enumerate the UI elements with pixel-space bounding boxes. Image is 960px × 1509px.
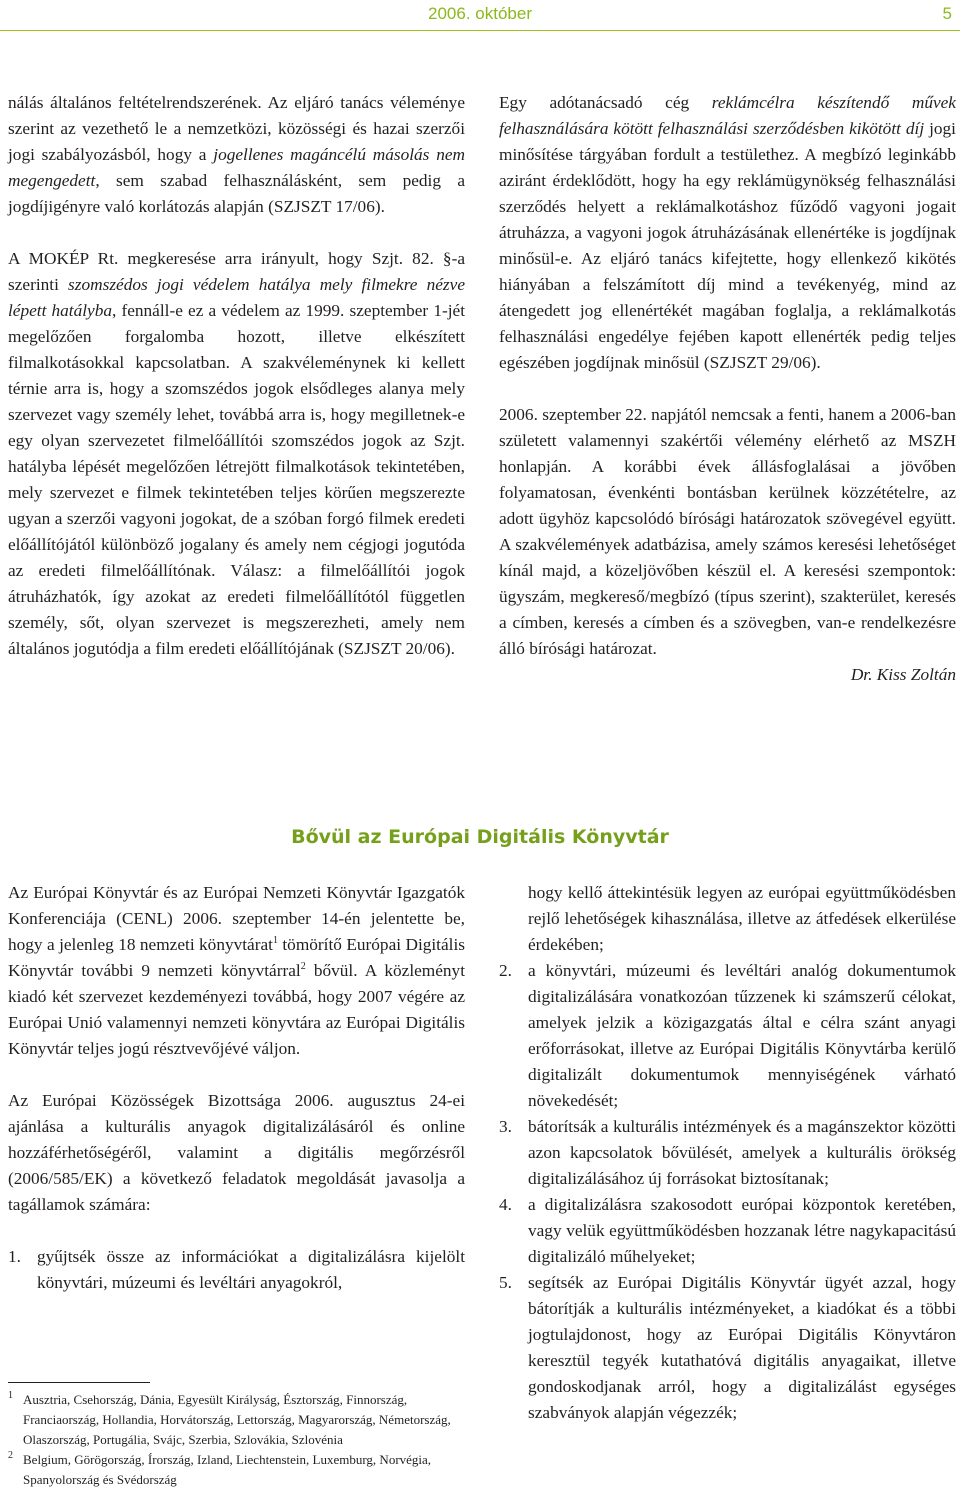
list-item-text: segítsék az Európai Digitális Könyvtár ügyét azzal, hogy bátorítják a kulturális intézményeket, a kiadókat és a többi jogtulajdonost, hogy az Európai Digitális Könyvtáron keresztül tegyék kutathatóvá digitális anyagaikat, illetve gondoskodjanak arról, hogy a digitalizálást egységes szabványok alapján végezzék; [528,1273,956,1422]
footnote-ref: 1 [272,935,278,947]
text-run: tömörítő Európai Digitális Könyvtár további 9 nemzeti könyvtárral [8,935,465,980]
paragraph-jogellenes-masolas [8,90,465,220]
list-item-text: a könyvtári, múzeumi és levéltári analóg dokumentumok digitalizálására vonatkozóan tűzzenek ki számszerű célokat, amelyek jelzik a közigazgatás által e célra szánt anyagi erőforrásokat, illetve az Európai Digitális Könyvtárba kerülő digitalizált dokumentumok mennyiségének várható növekedését; [528,961,956,1110]
footnote-text: Belgium, Görögország, Írország, Izland, Liechtenstein, Luxemburg, Norvégia, Spanyolország és Svédország [23,1452,432,1487]
text-run: Az Európai Könyvtár és az Európai Nemzeti Könyvtár Igazgatók Konferenciája (CENL) 2006. szeptember 14-én jelentette be, hogy a jelenleg 18 nemzeti könyvtárat [8,883,465,954]
emphasis-text: szomszédos jogi védelem hatálya mely filmekre nézve lépett hatályba [8,275,465,320]
text-run: A MOKÉP Rt. megkeresése arra irányult, hogy Szjt. 82. §-a szerinti [8,249,465,294]
footnote-ref: 2 [300,961,306,973]
text-run: jogi minősítése tárgyában fordult a testülethez. A megbízó leginkább aziránt érdeklődött, hogy ha egy reklámügynökség felhasználási szerződés helyett a reklámalkotáshoz fűződő vagyoni jogait átruházza, a vagyoni jogok átruházásának ellenértéke is jogdíjnak minősül-e. Az eljáró tanács kifejtette, hogy ellenkező kikötés hiányában a felszámított díj mind a tevékenyég, mind az átengedett jog ellenértékét magában foglalja, a reklámalkotás felhasználási engedélye fejében kapott ellenérték pedig teljes egészében jogdíjnak minősül (SZJSZT 29/06). [499,119,956,372]
header-rule [0,30,960,31]
footnote-number: 1 [8,1390,13,1401]
list-item-text: a digitalizálásra szakosodott európai központok keretében, vagy velük együttműködésben hozzanak létre nagykapacitású digitalizáló műhelyeket; [528,1195,956,1266]
upper-left-column [8,90,465,662]
paragraph-reklam [499,90,956,376]
paragraph-mokep [8,246,465,662]
emphasis-text: jogellenes magáncélú másolás nem megengedett [8,145,466,190]
page-number: 5 [942,4,952,23]
footnote [8,1450,465,1490]
list-item [8,1244,465,1296]
header-date: 2006. október [428,4,532,23]
footnotes [8,1390,465,1490]
text-run: nálás általános feltételrendszerének. Az eljáró tanács véleménye szerint az vezethető le a nemzetközi, közösségi és hazai szerzői jogi szabályozásból, hogy a [8,93,465,164]
footnote-number: 2 [8,1450,13,1461]
text-run: bővül. A közleményt kiadó két szervezet kezdeményezi továbbá, hogy 2007 végére az Európai Unió valamennyi nemzeti könyvtára az Európai Digitális Könyvtár teljes jogú résztvevőjévé váljon. [8,961,465,1058]
list-item-text: bátorítsák a kulturális intézmények és a magánszektor közötti azon kapcsolatok bővülését, amelyek a kulturális örökség digitalizálásához új forrásokat biztosítanak; [528,1117,956,1188]
footnote-text: Ausztria, Csehország, Dánia, Egyesült Királyság, Észtország, Finnország, Franciaország, Hollandia, Horvátország, Lettország, Magyarország, Németország, Olaszország, Portugália, Svájc, Szerbia, Szlovákia, Szlovénia [23,1392,451,1447]
lower-left-column [8,880,465,1296]
recommendation-list [8,1244,465,1296]
list-number: 1. [8,1247,21,1266]
list-number: 2. [499,961,512,980]
list-item [499,1270,956,1426]
lower-right-column [499,880,956,1426]
list-number: 3. [499,1117,512,1136]
list-item-text: gyűjtsék össze az információkat a digitalizálásra kijelölt könyvtári, múzeumi és levéltári anyagokról, [37,1247,465,1292]
emphasis-text: reklámcélra készítendő művek felhasználására kötött felhasználási szerződésben kikötött díj [499,93,956,138]
text-run: , sem szabad felhasználásként, sem pedig a jogdíjigényre való korlátozás alapján (SZJSZT 17/06). [8,171,465,216]
list-number: 5. [499,1273,512,1292]
list-item-continuation: hogy kellő áttekintésük legyen az európai együttműködésben rejlő lehetőségek kihasználása, illetve az átfedések elkerülése érdekében; [528,883,956,954]
text-run: , fennáll-e ez a védelem az 1999. szeptember 1-jét megelőzően forgalomba hozott, illetve elkészített filmalkotásokkal kapcsolatban. A szakvéleménynek ki kellett térnie arra is, hogy a szomszédos jogok elsődleges alanya mely szervezet vagy személy lehet, továbbá arra is, hogy megilletnek-e egy olyan szervezetet filmelőállítói szomszédos jogok az Szjt. hatályba lépését megelőzően létrejött filmalkotások tekintetében, mely szervezet e filmek tekintetében teljes körűen megszerezte ugyan a szerzői vagyoni jogokat, de a szóban forgó filmek eredeti előállítójától különböző jogalany és amely nem cégjogi jogutóda az eredeti filmelőállítónak. Válasz: a filmelőállítói jogok átruházhatók, így azokat az eredeti filmelőállítótól független személy, sőt, olyan szervezet is megszerezheti, amely nem általános jogutódja a film eredeti előállítójának (SZJSZT 20/06). [8,301,465,658]
paragraph-msz-honlap: 2006. szeptember 22. napjától nemcsak a fenti, hanem a 2006-ban született valamennyi szakértői vélemény elérhető az MSZH honlapján. A korábbi évek állásfoglalásai a jövőben folyamatosan, évenkénti bontásban kerülnek közzétételre, az adott ügyhöz kapcsolódó bírósági határozatok szövegével együtt. A szakvélemények adatbázisa, amely számos keresési lehetőséget kínál majd, a közeljövőben készül el. A keresési szempontok: ügyszám, megkereső/megbízó (típus szerint), szakterület, keresés a címben, keresés a címben és a szövegben, van-e rendelkezésre álló bírósági határozat. [499,405,956,658]
footnote [8,1390,465,1450]
upper-right-column [499,90,956,714]
list-item [499,1114,956,1192]
author-signature: Dr. Kiss Zoltán [850,665,956,684]
section-title: Bővül az Európai Digitális Könyvtár [291,826,669,848]
list-item [499,1192,956,1270]
text-run: Egy adótanácsadó cég [499,93,712,112]
footnote-rule [8,1382,150,1383]
list-number: 4. [499,1195,512,1214]
paragraph-cenl [8,880,465,1062]
paragraph-bizottsag: Az Európai Közösségek Bizottsága 2006. augusztus 24-ei ajánlása a kulturális anyagok digitalizálásáról és online hozzáférhetőségéről, valamint a digitális megőrzésről (2006/585/EK) a következő feladatok megoldását javasolja a tagállamok számára: [8,1091,465,1214]
list-item [499,958,956,1114]
recommendation-list [499,958,956,1426]
